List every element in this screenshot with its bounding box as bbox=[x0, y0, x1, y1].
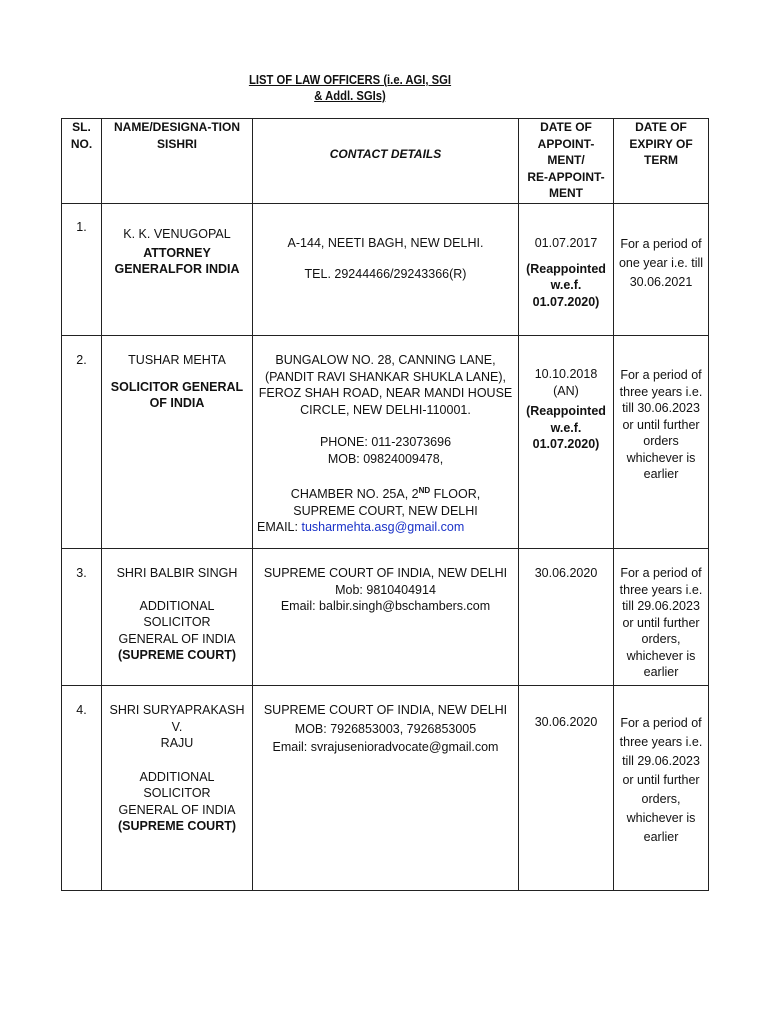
expiry-cell bbox=[614, 336, 709, 549]
appointment-date-cell bbox=[519, 686, 614, 891]
appointment-date: 01.07.2017 bbox=[534, 236, 598, 250]
header-sl-no: SL. NO. bbox=[62, 119, 102, 204]
chamber: CHAMBER NO. 25A, 2ND FLOOR, bbox=[290, 486, 481, 502]
contact-cell bbox=[253, 336, 519, 549]
header-date-of-appointment: DATE OF APPOINT- MENT/ RE-APPOINT- MENT bbox=[519, 119, 614, 204]
reappointed-note: (Reappointed w.e.f. 01.07.2020) bbox=[526, 261, 606, 309]
officer-name: SHRI SURYAPRAKASH V. RAJU bbox=[109, 703, 245, 750]
table-row bbox=[62, 336, 709, 549]
appointment-date-cell bbox=[519, 204, 614, 336]
expiry-term: For a period of one year i.e. till 30.06.2021 bbox=[618, 237, 704, 289]
title-line-1: LIST OF LAW OFFICERS (i.e. AGI, SGI bbox=[248, 73, 452, 87]
court: (SUPREME COURT) bbox=[117, 819, 237, 833]
contact-cell bbox=[253, 204, 519, 336]
title-line-2: & Addl. SGIs) bbox=[314, 89, 386, 103]
appointment-date-cell bbox=[519, 549, 614, 686]
name-cell bbox=[102, 204, 253, 336]
reappointed-note: (Reappointed w.e.f. 01.07.2020) bbox=[526, 404, 606, 451]
table-row bbox=[62, 204, 709, 336]
mobile: MOB: 7926853003, 7926853005 bbox=[294, 721, 477, 736]
address: SUPREME COURT OF INDIA, NEW DELHI bbox=[263, 703, 508, 717]
designation: ATTORNEY GENERALFOR INDIA bbox=[114, 245, 240, 276]
designation: SOLICITOR GENERAL OF INDIA bbox=[110, 379, 244, 410]
appointment-date: 30.06.2020 bbox=[534, 566, 598, 580]
email[interactable]: Email: svrajusenioradvocate@gmail.com bbox=[272, 740, 499, 754]
header-name-designation: NAME/DESIGNA-TION SISHRI bbox=[102, 119, 253, 204]
contact-cell bbox=[253, 686, 519, 891]
sl-no-cell: 1. bbox=[62, 204, 102, 336]
sl-no-cell: 2. bbox=[62, 336, 102, 549]
expiry-cell bbox=[614, 204, 709, 336]
telephone: TEL. 29244466/29243366(R) bbox=[304, 266, 467, 281]
name-cell bbox=[102, 336, 253, 549]
chamber-court: SUPREME COURT, NEW DELHI bbox=[293, 503, 478, 518]
address: A-144, NEETI BAGH, NEW DELHI. bbox=[287, 236, 484, 250]
mobile: MOB: 09824009478, bbox=[327, 451, 444, 466]
appointment-date-cell bbox=[519, 336, 614, 549]
expiry-term: For a period of three years i.e. till 30.06.2023 or until further orders whichever is earlier bbox=[619, 368, 703, 481]
email-line: EMAIL: tusharmehta.asg@gmail.com bbox=[257, 520, 465, 535]
mobile: Mob: 9810404914 bbox=[335, 582, 436, 597]
table-row bbox=[62, 549, 709, 686]
sl-no-cell: 3. bbox=[62, 549, 102, 686]
sl-no-cell: 4. bbox=[62, 686, 102, 891]
header-row bbox=[62, 119, 709, 204]
table-row bbox=[62, 686, 709, 891]
expiry-term: For a period of three years i.e. till 29.06.2023 or until further orders, whichever is earlier bbox=[619, 566, 703, 679]
officer-name: TUSHAR MEHTA bbox=[128, 353, 226, 367]
officer-name: SHRI BALBIR SINGH bbox=[116, 566, 238, 580]
name-cell bbox=[102, 686, 253, 891]
officer-name: K. K. VENUGOPAL bbox=[123, 227, 231, 241]
email[interactable]: Email: balbir.singh@bschambers.com bbox=[280, 599, 491, 613]
appointment-date: 10.10.2018 (AN) bbox=[534, 367, 598, 398]
law-officers-table bbox=[61, 118, 709, 891]
phone: PHONE: 011-23073696 bbox=[319, 435, 452, 449]
expiry-cell bbox=[614, 686, 709, 891]
designation: ADDITIONAL SOLICITOR GENERAL OF INDIA bbox=[118, 769, 236, 817]
address: BUNGALOW NO. 28, CANNING LANE, (PANDIT RAVI SHANKAR SHUKLA LANE), FEROZ SHAH ROAD, NEAR MANDI HOUSE CIRCLE, NEW DELHI-110001. bbox=[258, 353, 513, 417]
expiry-term: For a period of three years i.e. till 29.06.2023 or until further orders, whichever is earlier bbox=[619, 716, 703, 844]
header-contact-details: CONTACT DETAILS bbox=[253, 119, 519, 204]
document-title bbox=[35, 72, 665, 104]
designation: ADDITIONAL SOLICITOR GENERAL OF INDIA bbox=[118, 598, 236, 646]
court: (SUPREME COURT) bbox=[117, 648, 237, 662]
name-cell bbox=[102, 549, 253, 686]
contact-cell bbox=[253, 549, 519, 686]
email-link[interactable]: tusharmehta.asg@gmail.com bbox=[301, 520, 465, 535]
header-date-of-expiry: DATE OF EXPIRY OF TERM bbox=[614, 119, 709, 204]
address: SUPREME COURT OF INDIA, NEW DELHI bbox=[263, 566, 508, 580]
expiry-cell bbox=[614, 549, 709, 686]
appointment-date: 30.06.2020 bbox=[534, 715, 598, 729]
